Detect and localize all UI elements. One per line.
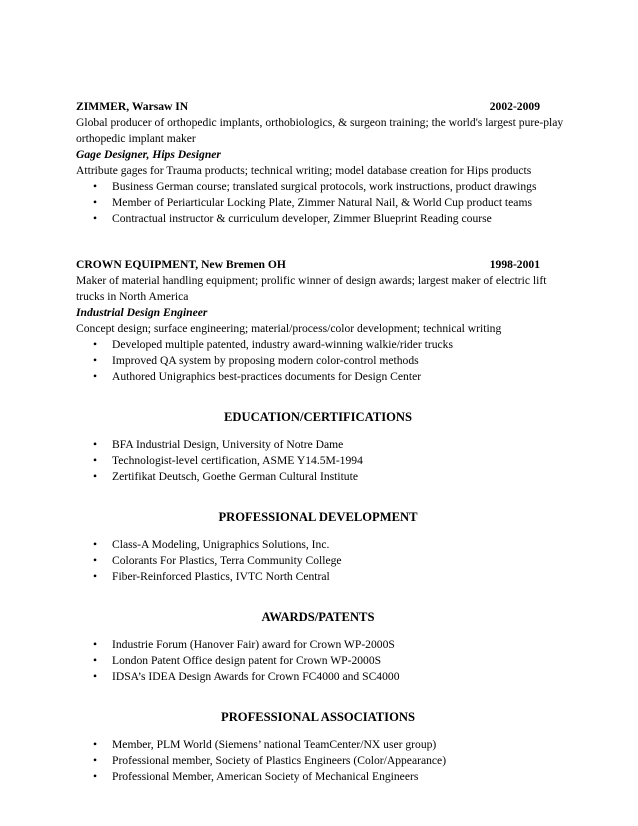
company-description-line: Maker of material handling equipment; prolific winner of design awards; largest maker of electric lift bbox=[76, 274, 547, 287]
employment-dates: 1998-2001 bbox=[489, 258, 540, 271]
list-item-text: Member of Periarticular Locking Plate, Zimmer Natural Nail, & World Cup product teams bbox=[112, 196, 532, 209]
list-item-text: Industrie Forum (Hanover Fair) award for Crown WP-2000S bbox=[112, 638, 395, 651]
job-summary: Concept design; surface engineering; material/process/color development; technical writing bbox=[76, 322, 502, 335]
resume-page bbox=[76, 99, 564, 785]
bullet-icon: • bbox=[93, 754, 98, 767]
section-list bbox=[76, 537, 560, 585]
list-item-text: Professional member, Society of Plastics Engineers (Color/Appearance) bbox=[112, 754, 447, 767]
list-item-text: Technologist-level certification, ASME Y14.5M-1994 bbox=[112, 454, 363, 467]
list-item bbox=[76, 337, 560, 353]
bullet-icon: • bbox=[93, 738, 98, 751]
employment-dates: 2002-2009 bbox=[489, 100, 540, 113]
list-item-text: Fiber-Reinforced Plastics, IVTC North Central bbox=[112, 570, 330, 583]
bullet-icon: • bbox=[93, 670, 98, 683]
section-awards-patents bbox=[76, 609, 560, 685]
list-item-text: Professional Member, American Society of Mechanical Engineers bbox=[112, 770, 419, 783]
list-item bbox=[76, 569, 560, 585]
list-item-text: Improved QA system by proposing modern color-control methods bbox=[112, 354, 419, 367]
list-item bbox=[76, 453, 560, 469]
list-item bbox=[76, 553, 560, 569]
list-item bbox=[76, 537, 560, 553]
bullet-icon: • bbox=[93, 438, 98, 451]
list-item-text: Class-A Modeling, Unigraphics Solutions, Inc. bbox=[112, 538, 330, 551]
bullet-icon: • bbox=[93, 196, 98, 209]
section-list bbox=[76, 637, 560, 685]
job-bullet-list bbox=[76, 337, 560, 385]
job-title: Gage Designer, Hips Designer bbox=[76, 148, 221, 161]
list-item-text: Colorants For Plastics, Terra Community College bbox=[112, 554, 342, 567]
list-item bbox=[76, 653, 560, 669]
job-summary: Attribute gages for Trauma products; technical writing; model database creation for Hips products bbox=[76, 164, 532, 177]
list-item-text: Business German course; translated surgical protocols, work instructions, product drawings bbox=[112, 180, 537, 193]
section-professional-development bbox=[76, 509, 560, 585]
company-description-line: Global producer of orthopedic implants, orthobiologics, & surgeon training; the world's largest pure-play bbox=[76, 116, 564, 129]
list-item-text: BFA Industrial Design, University of Notre Dame bbox=[112, 438, 344, 451]
list-item bbox=[76, 769, 560, 785]
list-item-text: Contractual instructor & curriculum developer, Zimmer Blueprint Reading course bbox=[112, 212, 492, 225]
bullet-icon: • bbox=[93, 338, 98, 351]
list-item-text: Developed multiple patented, industry award-winning walkie/rider trucks bbox=[112, 338, 453, 351]
list-item-text: Member, PLM World (Siemens’ national TeamCenter/NX user group) bbox=[112, 738, 437, 751]
bullet-icon: • bbox=[93, 570, 98, 583]
bullet-icon: • bbox=[93, 180, 98, 193]
list-item bbox=[76, 195, 560, 211]
list-item bbox=[76, 753, 560, 769]
bullet-icon: • bbox=[93, 212, 98, 225]
list-item bbox=[76, 637, 560, 653]
job-bullet-list bbox=[76, 179, 560, 227]
list-item bbox=[76, 437, 560, 453]
bullet-icon: • bbox=[93, 770, 98, 783]
section-education bbox=[76, 409, 560, 485]
list-item bbox=[76, 369, 560, 385]
job-header bbox=[76, 257, 560, 273]
section-heading: PROFESSIONAL ASSOCIATIONS bbox=[221, 710, 415, 724]
job-entry bbox=[76, 99, 564, 227]
list-item bbox=[76, 737, 560, 753]
bullet-icon: • bbox=[93, 454, 98, 467]
section-heading: EDUCATION/CERTIFICATIONS bbox=[223, 410, 413, 424]
section-heading: AWARDS/PATENTS bbox=[261, 610, 375, 624]
job-title: Industrial Design Engineer bbox=[76, 306, 208, 319]
section-list bbox=[76, 437, 560, 485]
company-name: CROWN EQUIPMENT, New Bremen OH bbox=[76, 258, 286, 271]
list-item bbox=[76, 469, 560, 485]
company-description-line: trucks in North America bbox=[76, 290, 189, 303]
bullet-icon: • bbox=[93, 554, 98, 567]
bullet-icon: • bbox=[93, 638, 98, 651]
list-item-text: Authored Unigraphics best-practices documents for Design Center bbox=[112, 370, 422, 383]
list-item-text: Zertifikat Deutsch, Goethe German Cultural Institute bbox=[112, 470, 358, 483]
bullet-icon: • bbox=[93, 538, 98, 551]
list-item bbox=[76, 211, 560, 227]
list-item-text: IDSA’s IDEA Design Awards for Crown FC4000 and SC4000 bbox=[112, 670, 400, 683]
job-entry bbox=[76, 257, 560, 385]
section-list bbox=[76, 737, 560, 785]
section-heading: PROFESSIONAL DEVELOPMENT bbox=[218, 510, 418, 524]
bullet-icon: • bbox=[93, 470, 98, 483]
bullet-icon: • bbox=[93, 654, 98, 667]
bullet-icon: • bbox=[93, 370, 98, 383]
list-item bbox=[76, 669, 560, 685]
list-item bbox=[76, 353, 560, 369]
job-header bbox=[76, 99, 560, 115]
company-name: ZIMMER, Warsaw IN bbox=[76, 100, 189, 113]
company-description-line: orthopedic implant maker bbox=[76, 132, 196, 145]
list-item bbox=[76, 179, 560, 195]
section-professional-associations bbox=[76, 709, 560, 785]
list-item-text: London Patent Office design patent for Crown WP-2000S bbox=[112, 654, 382, 667]
bullet-icon: • bbox=[93, 354, 98, 367]
